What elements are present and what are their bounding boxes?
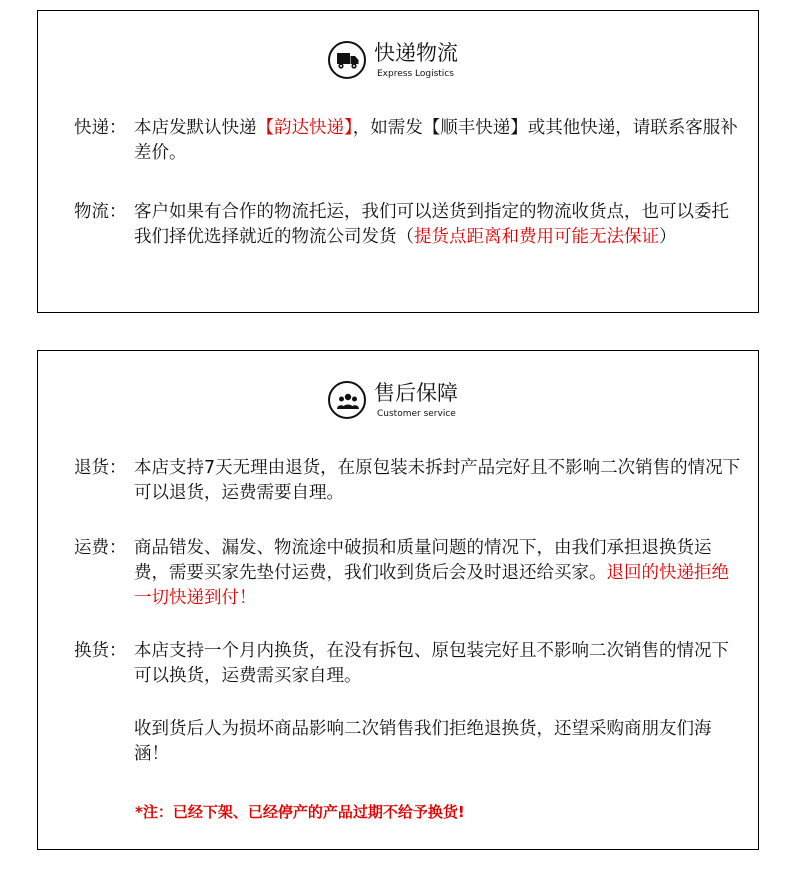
returns-label: 退货： xyxy=(74,458,127,478)
logistics-text-1: 客户如果有合作的物流托运，我们可以送货到指定的物流收货点，也可以委托我们择优选择就近的物流公司发货（ xyxy=(134,202,729,247)
damage-text: 收到货后人为损坏商品影响二次销售我们拒绝退换货，还望采购商朋友们海涵！ xyxy=(134,719,712,764)
express-highlight: 【韵达快递】 xyxy=(256,118,353,138)
logistics-label: 物流： xyxy=(74,202,127,222)
section-subtitle: Customer service xyxy=(377,409,456,419)
service-section xyxy=(37,350,759,850)
logistics-text xyxy=(134,200,744,250)
logistics-text-3: ） xyxy=(659,227,677,247)
exchange-label: 换货： xyxy=(74,641,127,661)
freight-text xyxy=(134,536,744,611)
exchange-note: *注：已经下架、已经停产的产品过期不给予换货! xyxy=(135,803,465,821)
express-text-3: ，如需发【顺丰快递】或其他快递，请联系客服补差价。 xyxy=(134,118,738,163)
freight-label: 运费： xyxy=(74,538,127,558)
section-title: 快递物流 xyxy=(374,41,458,65)
returns-text: 本店支持7天无理由退货，在原包装未拆封产品完好且不影响二次销售的情况下可以退货，运费需要自理。 xyxy=(134,458,741,503)
section-title: 售后保障 xyxy=(374,381,458,405)
shipping-section xyxy=(37,10,759,313)
section-subtitle: Express Logistics xyxy=(377,69,454,79)
express-label: 快递： xyxy=(74,118,127,138)
express-text xyxy=(134,116,744,166)
truck-icon xyxy=(328,41,366,79)
exchange-text: 本店支持一个月内换货，在没有拆包、原包装完好且不影响二次销售的情况下可以换货，运费需买家自理。 xyxy=(134,641,729,686)
express-text-1: 本店发默认快递 xyxy=(134,118,257,138)
freight-highlight: 退回的快递拒绝一切快递到付！ xyxy=(134,563,729,608)
logistics-highlight: 提货点距离和费用可能无法保证 xyxy=(414,227,659,247)
people-icon xyxy=(328,381,366,419)
freight-text-1: 商品错发、漏发、物流途中破损和质量问题的情况下，由我们承担退换货运费，需要买家先垫付运费，我们收到货后会及时退还给买家。 xyxy=(134,538,712,583)
